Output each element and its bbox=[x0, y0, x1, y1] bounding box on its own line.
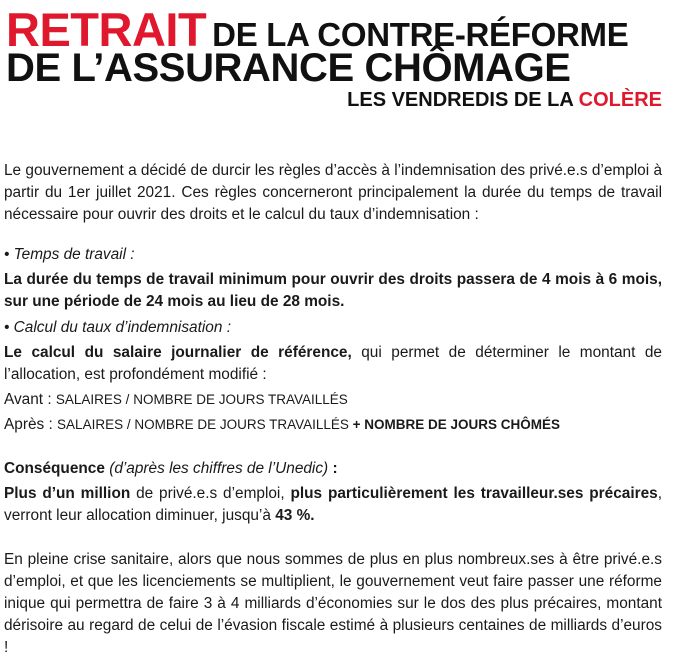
before-label: Avant : bbox=[4, 391, 56, 408]
bullet-work-time-label: • Temps de travail : bbox=[4, 246, 135, 263]
after-addition: + NOMBRE DE JOURS CHÔMÉS bbox=[348, 417, 561, 432]
closing-paragraph: En pleine crise sanitaire, alors que nous sommes de plus en plus nombreux.ses à être privé.e.s d’emploi, et que les licenciements se multiplient, le gouvernement veut faire passer une réforme inique qui permettra de faire 3 à 4 milliards d’économies sur le dos des plus précaires, montant dérisoire au regard de celui de l’évasion fiscale estimé à plusieurs centaines de milliards d’euros ! bbox=[4, 551, 662, 656]
after-label: Après : bbox=[4, 416, 58, 433]
before-formula: SALAIRES / NOMBRE DE JOURS TRAVAILLÉS bbox=[55, 392, 348, 407]
title-rest: DE LA CONTRE-RÉFORME bbox=[212, 16, 629, 53]
million-text: Plus d’un million bbox=[4, 485, 131, 502]
consequence-heading bbox=[4, 458, 662, 480]
bullet-rate-label: • Calcul du taux d’indemnisation : bbox=[4, 319, 231, 336]
subtitle bbox=[347, 89, 662, 112]
title-line-2: DE L’ASSURANCE CHÔMAGE bbox=[6, 46, 571, 90]
intro-paragraph: Le gouvernement a décidé de durcir les règles d’accès à l’indemnisation des privé.e.s d’emploi à partir du 1er juillet 2021. Ces règles concerneront principalement la durée du temps de travail nécessaire pour ouvrir des droits et le calcul du taux d’indemnisation : bbox=[4, 162, 662, 223]
formula-after bbox=[4, 414, 662, 436]
article-body bbox=[4, 160, 662, 659]
subtitle-black: LES VENDREDIS DE LA bbox=[347, 89, 579, 111]
header bbox=[0, 0, 676, 120]
subtitle-red: COLÈRE bbox=[578, 89, 662, 111]
percent-text: 43 %. bbox=[275, 507, 315, 524]
formula-before bbox=[4, 389, 662, 411]
bullet-rate-text bbox=[4, 342, 662, 386]
bullet-work-time-text: La durée du temps de travail minimum pour ouvrir des droits passera de 4 mois à 6 mois, sur une période de 24 mois au lieu de 28 mois. bbox=[4, 271, 662, 310]
rate-text: qui permet de déterminer le montant de l’allocation, est profondément modifié : bbox=[4, 344, 662, 383]
consequence-title: Conséquence bbox=[4, 460, 105, 477]
after-formula: SALAIRES / NOMBRE DE JOURS TRAVAILLÉS bbox=[57, 417, 349, 432]
consequence-paragraph bbox=[4, 483, 662, 527]
rate-bold-text: Le calcul du salaire journalier de référence, bbox=[4, 344, 352, 361]
consequence-text-2: , verront leur allocation diminuer, jusqu’à bbox=[4, 485, 662, 524]
consequence-source: (d’après les chiffres de l’Unedic) bbox=[104, 460, 329, 477]
precarious-text: plus particulièrement les travailleur.ses précaires bbox=[290, 485, 658, 502]
consequence-text-1: de privé.e.s d’emploi, bbox=[130, 485, 291, 502]
consequence-colon: : bbox=[328, 460, 338, 477]
title-red-word: RETRAIT bbox=[6, 3, 207, 56]
